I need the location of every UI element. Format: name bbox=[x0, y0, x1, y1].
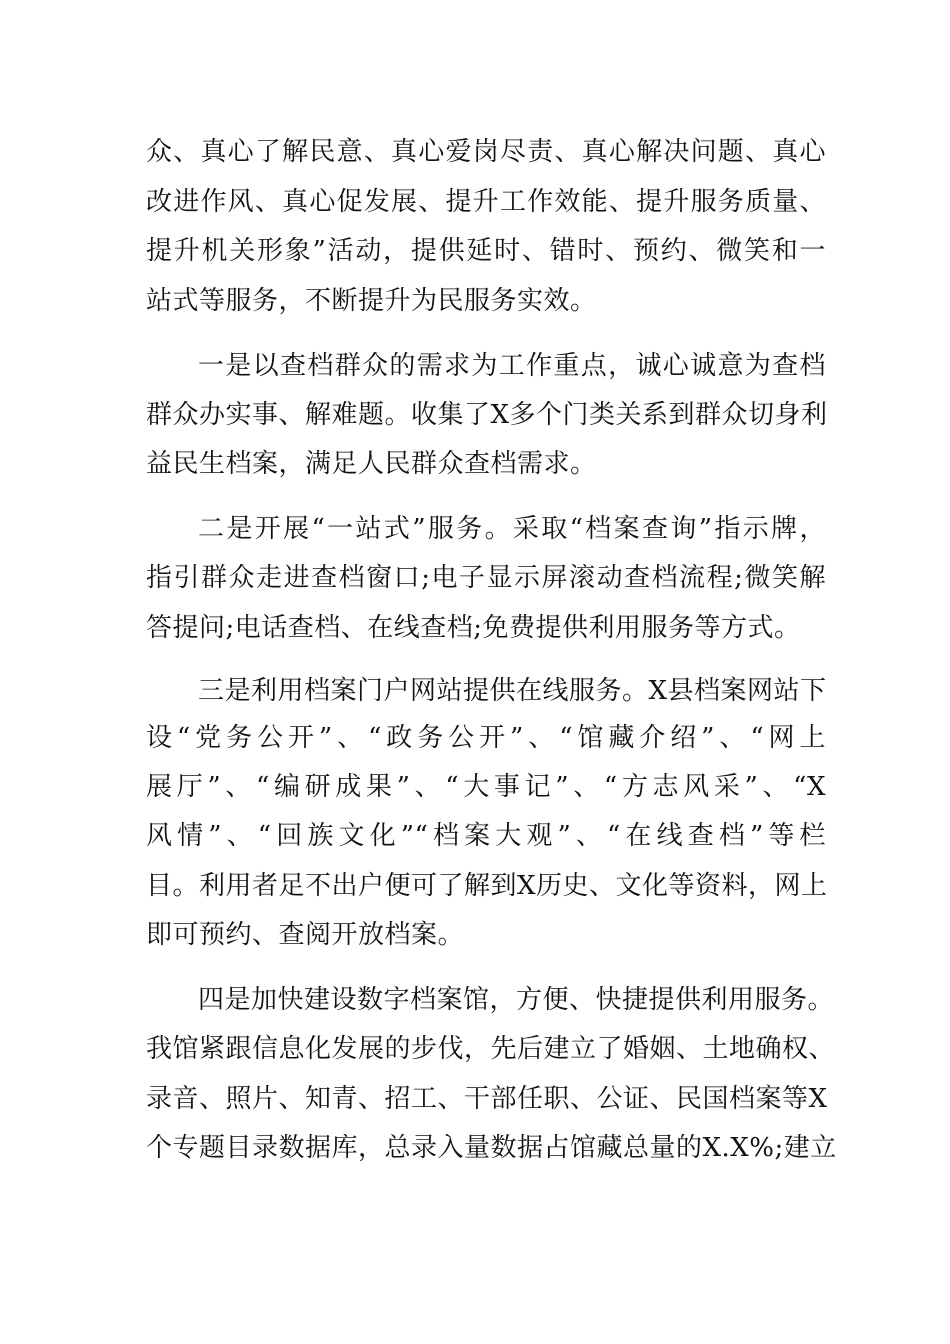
text-line: 益民生档案，满足人民群众查档需求。 bbox=[146, 449, 597, 479]
text-line: 指引群众走进查档窗口;电子显示屏滚动查档流程;微笑解 bbox=[146, 563, 826, 593]
text-line: 我馆紧跟信息化发展的步伐，先后建立了婚姻、土地确权、 bbox=[146, 1034, 836, 1064]
paragraph-first-line: 三是利用档案门户网站提供在线服务。X县档案网站下 bbox=[198, 676, 827, 706]
text-line: 改进作风、真心促发展、提升工作效能、提升服务质量、 bbox=[146, 187, 826, 217]
text-line: 提升机关形象”活动，提供延时、错时、预约、微笑和一 bbox=[146, 236, 826, 266]
text-line: 展厅”、“编研成果”、“大事记”、“方志风采”、“X bbox=[146, 772, 826, 802]
text-line: 群众办实事、解难题。收集了X多个门类关系到群众切身利 bbox=[146, 400, 828, 430]
text-line: 站式等服务，不断提升为民服务实效。 bbox=[146, 286, 597, 316]
text-line: 录音、照片、知青、招工、干部任职、公证、民国档案等X bbox=[146, 1084, 828, 1114]
text-line: 个专题目录数据库，总录入量数据占馆藏总量的X.X%;建立 bbox=[146, 1133, 837, 1163]
text-line: 众、真心了解民意、真心爱岗尽责、真心解决问题、真心 bbox=[146, 137, 826, 167]
text-line: 目。利用者足不出户便可了解到X历史、文化等资料，网上 bbox=[146, 871, 828, 901]
paragraph-first-line: 四是加快建设数字档案馆，方便、快捷提供利用服务。 bbox=[198, 985, 835, 1015]
text-line: 答提问;电话查档、在线查档;免费提供利用服务等方式。 bbox=[146, 613, 801, 643]
paragraph-first-line: 一是以查档群众的需求为工作重点，诚心诚意为查档 bbox=[198, 351, 826, 381]
paragraph-first-line: 二是开展“一站式”服务。采取“档案查询”指示牌， bbox=[198, 514, 826, 544]
text-line: 风情”、“回族文化”“档案大观”、“在线查档”等栏 bbox=[146, 821, 826, 851]
text-line: 设“党务公开”、“政务公开”、“馆藏介绍”、“网上 bbox=[146, 723, 826, 753]
text-line: 即可预约、查阅开放档案。 bbox=[146, 920, 465, 950]
